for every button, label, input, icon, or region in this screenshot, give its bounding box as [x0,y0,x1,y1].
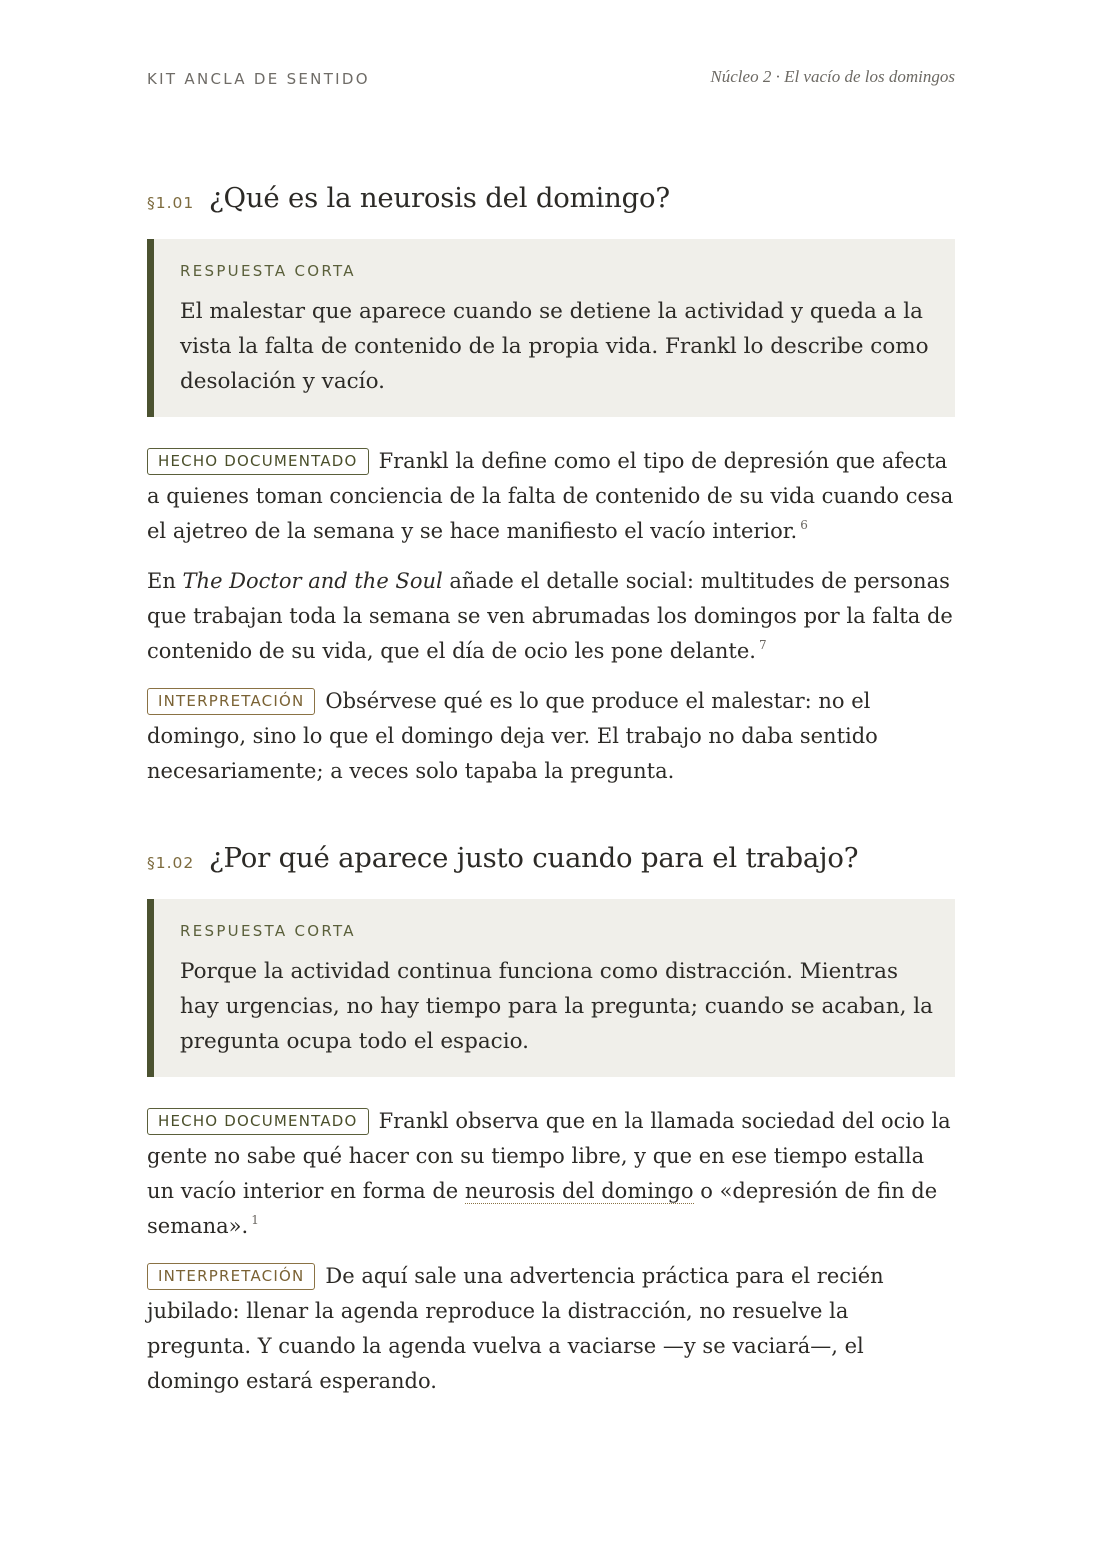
paragraph-text-end: añade el detalle social: multitudes de personas que trabajan toda la semana se ven abrumadas los domingos por la falta de contenido de su vida, que el día de ocio les pone delante. [147,569,953,663]
kit-title: KIT ANCLA DE SENTIDO [147,70,370,88]
footnote-ref[interactable]: 6 [800,518,808,532]
paragraph-text: Obsérvese qué es lo que produce el malestar: no el domingo, sino lo que el domingo deja ver. El trabajo no daba sentido necesariamente; a veces solo tapaba la pregunta. [147,689,878,783]
tag-interpretation: INTERPRETACIÓN [147,1263,315,1290]
footnote-ref[interactable]: 7 [758,638,767,652]
section-1-02 [147,842,955,1393]
footnote-ref[interactable]: 1 [251,1213,259,1227]
section-number: §1.02 [147,854,195,872]
paragraph-interpretation [147,684,955,789]
short-answer-callout [147,239,955,417]
tag-documented-fact: HECHO DOCUMENTADO [147,1108,369,1135]
callout-label: RESPUESTA CORTA [180,922,356,940]
section-heading [147,842,955,886]
paragraph-text: De aquí sale una advertencia práctica para el recién jubilado: llenar la agenda reproduce la distracción, no resuelve la pregunta. Y cuando la agenda vuelva a vaciarse —y se vaciará—, el domingo estará esperando. [147,1264,884,1393]
paragraph-text-start: Frankl observa que en la llamada sociedad del ocio la gente no sabe qué hacer con su tiempo libre, y que en ese tiempo estalla un vacío interior en forma de [147,1109,951,1203]
callout-text: Porque la actividad continua funciona como distracción. Mientras hay urgencias, no hay tiempo para la pregunta; cuando se acaban, la pregunta ocupa todo el espacio. [180,959,933,1054]
paragraph-text: Frankl la define como el tipo de depresión que afecta a quienes toman conciencia de la falta de contenido de su vida cuando cesa el ajetreo de la semana y se hace manifiesto el vacío interior. [147,449,954,543]
paragraph-text-block [147,564,955,669]
chapter-title: Núcleo 2 · El vacío de los domingos [710,67,955,86]
section-heading [147,182,955,226]
section-title: ¿Por qué aparece justo cuando para el trabajo? [209,842,859,874]
paragraph-fact [147,1104,955,1244]
paragraph-interpretation [147,1259,955,1399]
paragraph-fact [147,444,955,549]
short-answer-callout [147,899,955,1077]
glossary-term-link[interactable]: neurosis del domingo [464,1179,694,1203]
tag-interpretation: INTERPRETACIÓN [147,688,315,715]
paragraph-text-end: o «depresión de fin de semana». [147,1179,938,1238]
section-title: ¿Qué es la neurosis del domingo? [209,182,670,214]
paragraph-text-start: En [147,569,183,593]
callout-text: El malestar que aparece cuando se detiene la actividad y queda a la vista la falta de contenido de la propia vida. Frankl lo describe como desolación y vacío. [180,299,929,394]
callout-label: RESPUESTA CORTA [180,262,356,280]
tag-documented-fact: HECHO DOCUMENTADO [147,448,369,475]
section-number: §1.01 [147,194,195,212]
work-title: The Doctor and the Soul [182,569,443,593]
section-1-01 [147,182,955,783]
running-header [147,66,955,90]
